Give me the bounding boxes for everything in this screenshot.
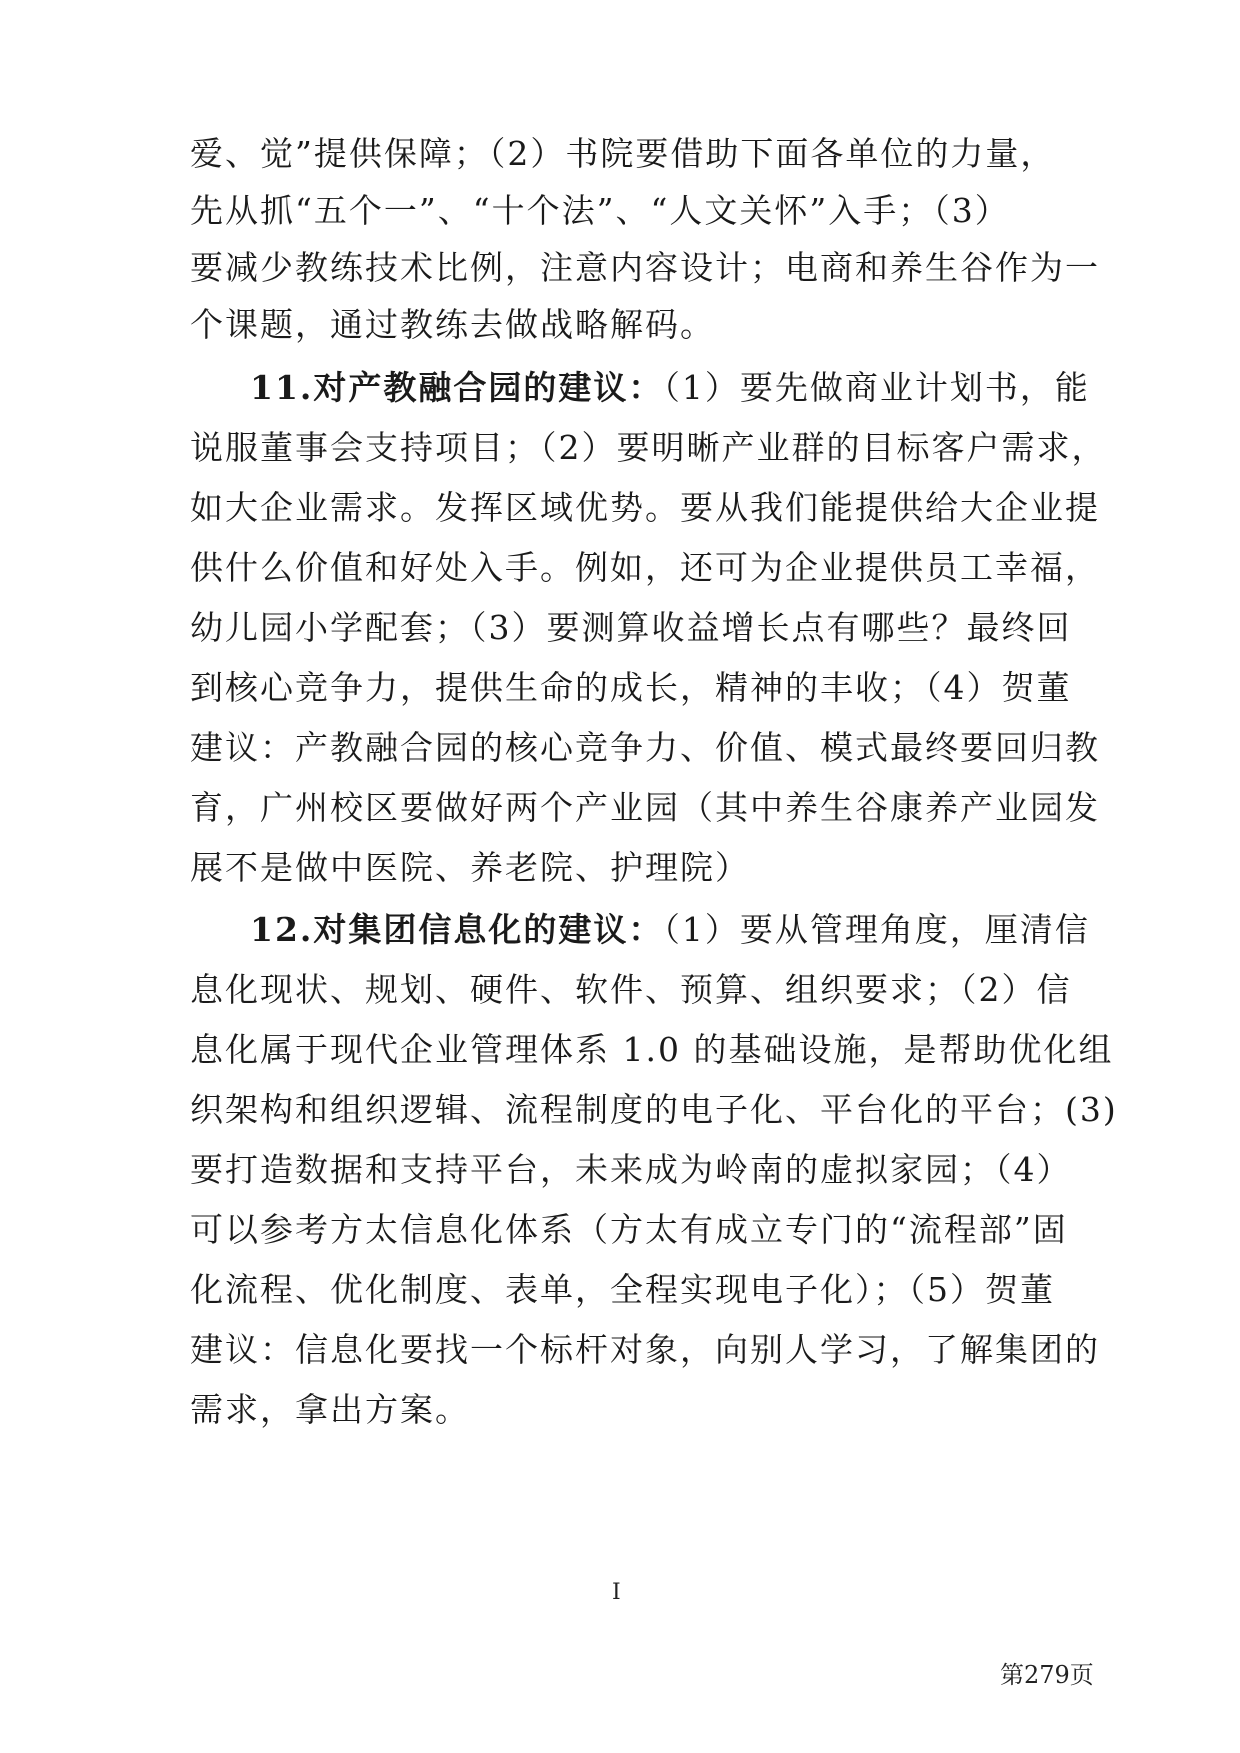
text-line: 育，广州校区要做好两个产业园（其中养生谷康养产业园发 (190, 788, 1100, 827)
text-line: 要打造数据和支持平台，未来成为岭南的虚拟家园；（4） (190, 1150, 1072, 1189)
page-number: 第279页 (1000, 1661, 1094, 1689)
text-line: 建议：信息化要找一个标杆对象，向别人学习，了解集团的 (190, 1330, 1100, 1369)
text-line: 建议：产教融合园的核心竞争力、价值、模式最终要回归教 (190, 728, 1100, 767)
text-line: 如大企业需求。发挥区域优势。要从我们能提供给大企业提 (190, 488, 1100, 527)
text-line: 幼儿园小学配套；（3）要测算收益增长点有哪些？最终回 (190, 608, 1072, 647)
text-line: 个课题，通过教练去做战略解码。 (190, 305, 715, 344)
section-heading: 11.对产教融合园的建议： (250, 368, 664, 407)
text-line: 织架构和组织逻辑、流程制度的电子化、平台化的平台；(3) (190, 1090, 1118, 1129)
text-line: 可以参考方太信息化体系（方太有成立专门的“流程部”固 (190, 1210, 1068, 1249)
footer-mark: I (612, 1580, 621, 1605)
section-paragraph-start (250, 910, 1090, 950)
text-line: 供什么价值和好处入手。例如，还可为企业提供员工幸福， (190, 548, 1100, 587)
text-line: 需求，拿出方案。 (190, 1390, 470, 1429)
text-line: 展不是做中医院、养老院、护理院） (190, 848, 750, 887)
text-line: 说服董事会支持项目；（2）要明晰产业群的目标客户需求， (190, 428, 1107, 467)
section-text: （1）要从管理角度，厘清信 (663, 910, 1090, 949)
text-line: 息化属于现代企业管理体系 1.0 的基础设施，是帮助优化组 (190, 1030, 1114, 1069)
text-line: 到核心竞争力，提供生命的成长，精神的丰收；（4）贺董 (190, 668, 1072, 707)
text-line: 息化现状、规划、硬件、软件、预算、组织要求；（2）信 (190, 970, 1072, 1009)
text-line: 先从抓“五个一”、“十个法”、“人文关怀”入手；（3） (190, 191, 1010, 230)
section-text: （1）要先做商业计划书，能 (663, 368, 1090, 407)
text-line: 要减少教练技术比例，注意内容设计；电商和养生谷作为一 (190, 248, 1100, 287)
section-heading: 12.对集团信息化的建议： (250, 910, 664, 949)
section-paragraph-start (250, 368, 1090, 408)
text-line: 爱、觉”提供保障；（2）书院要借助下面各单位的力量， (190, 134, 1056, 173)
text-line: 化流程、优化制度、表单，全程实现电子化）；（5）贺董 (190, 1270, 1055, 1309)
